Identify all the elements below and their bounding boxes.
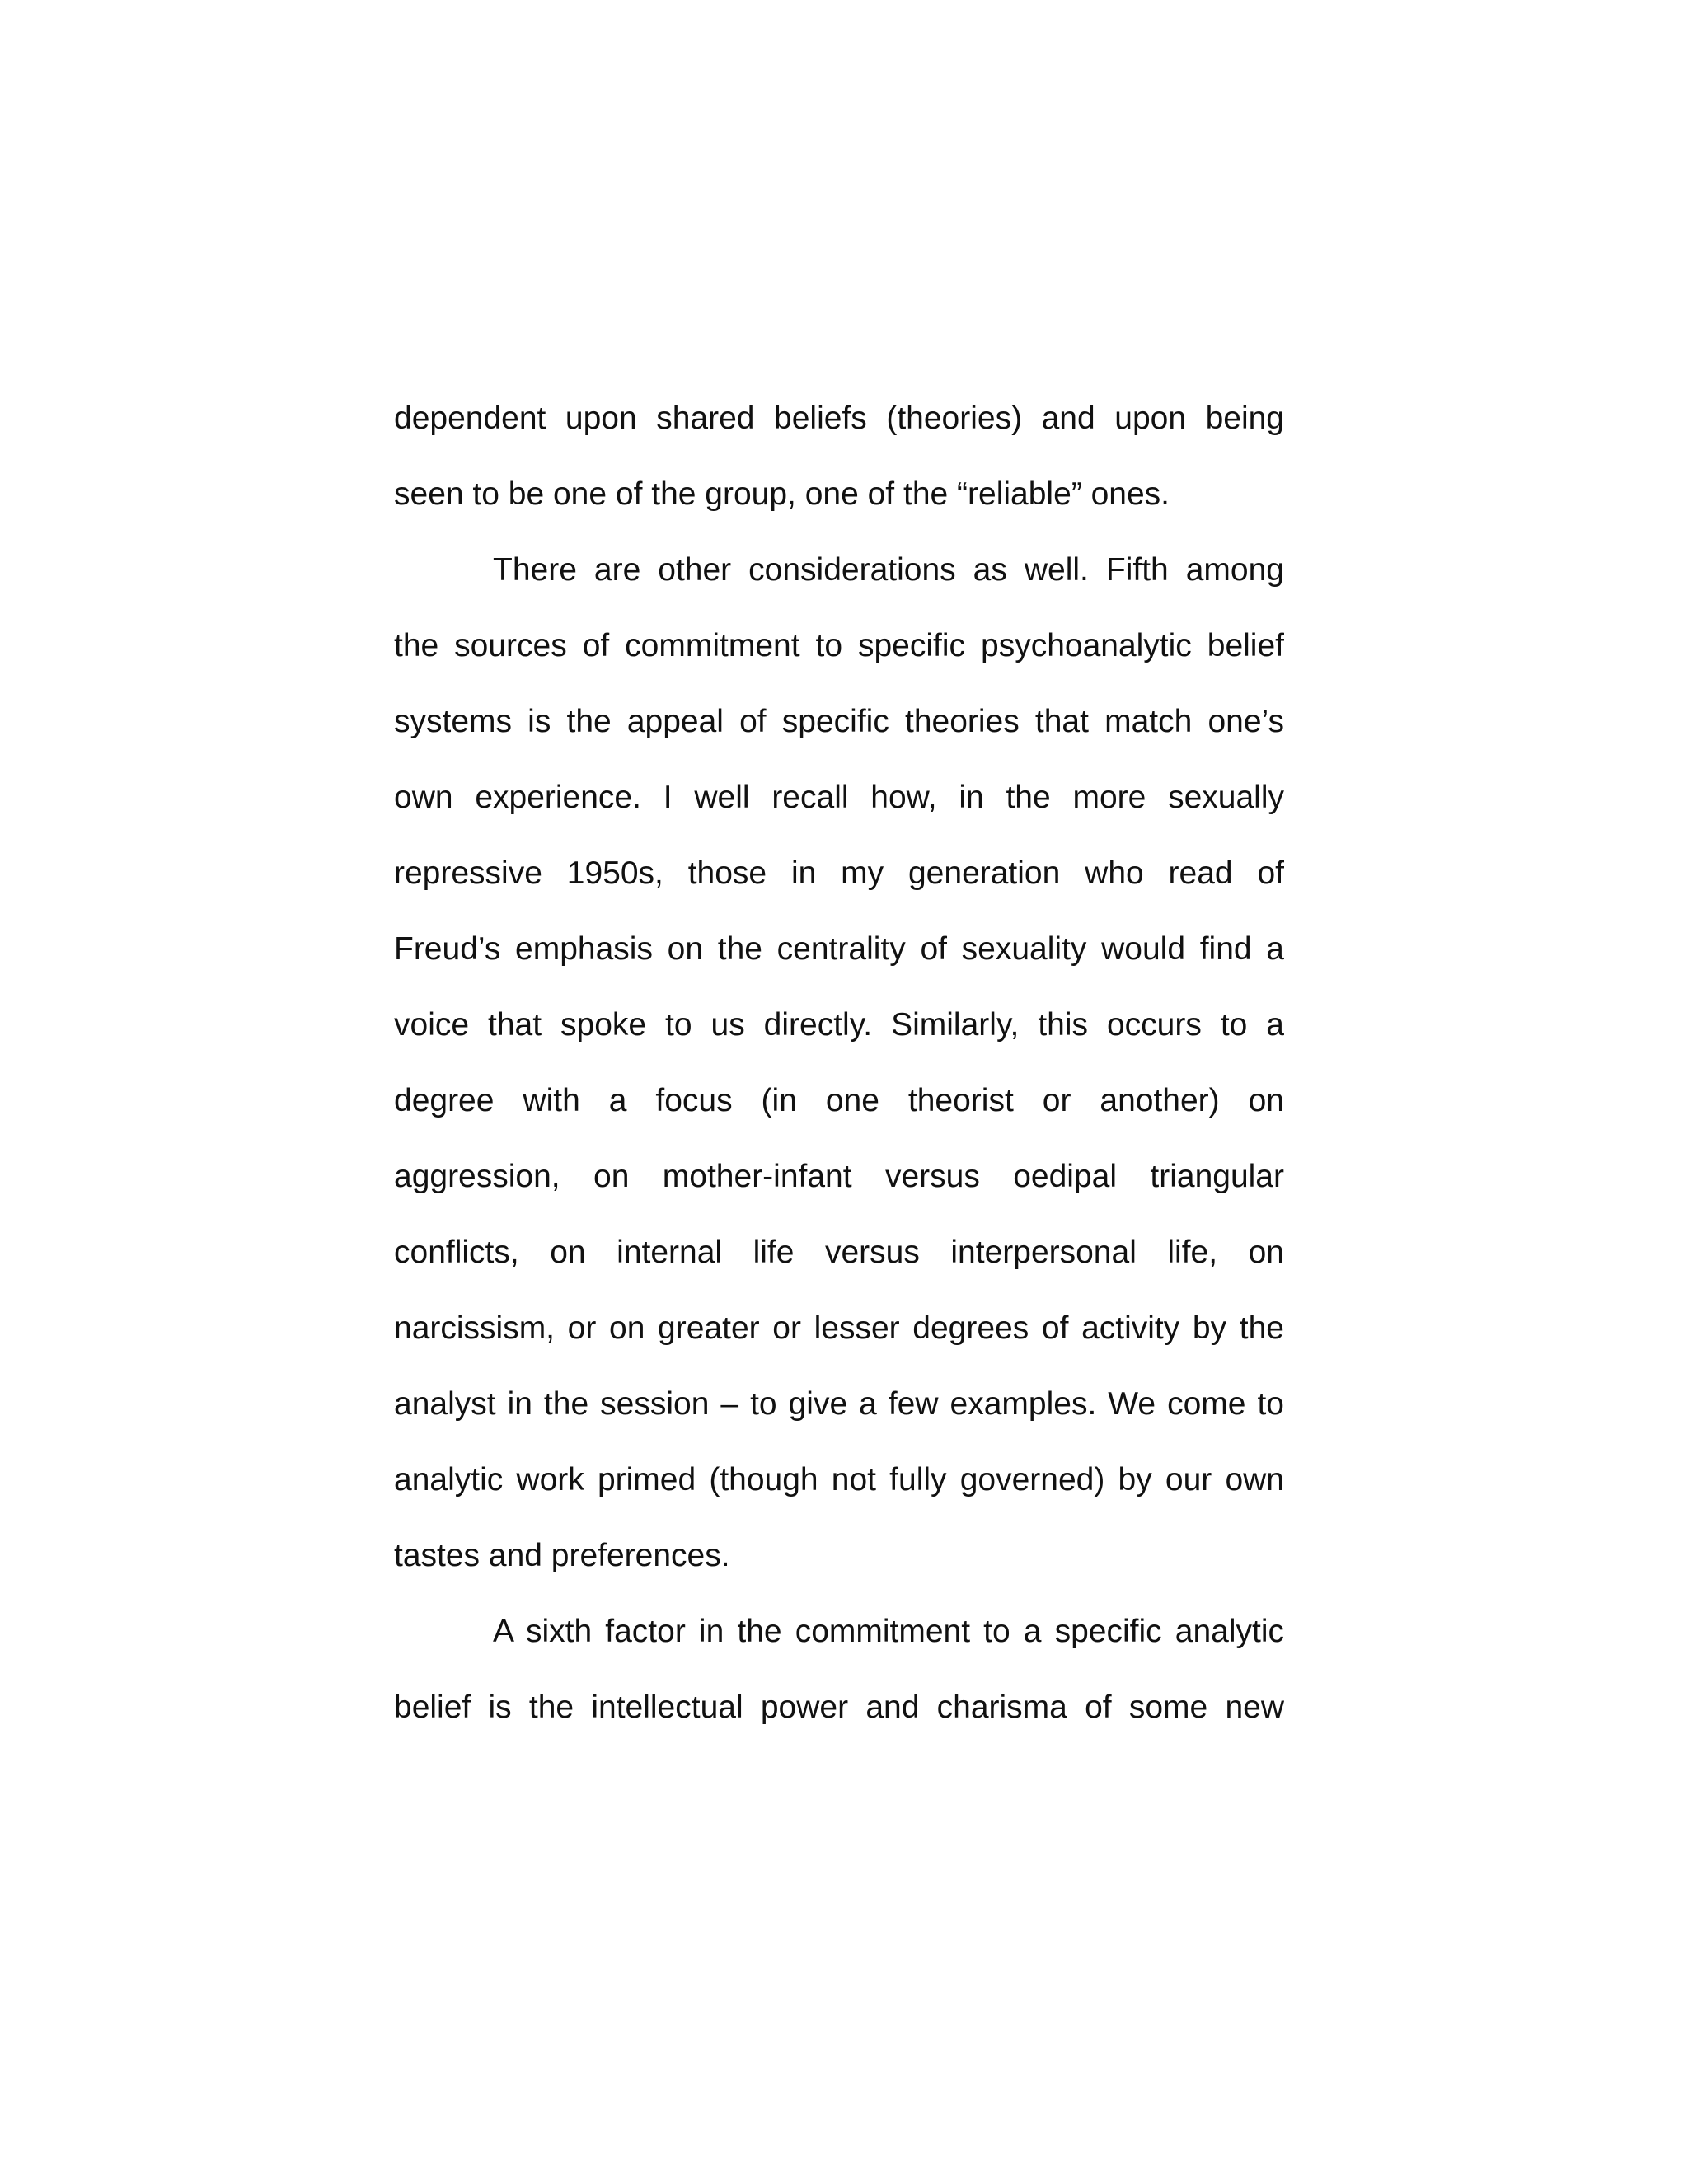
text-line: seen to be one of the group, one of the “reliable” ones. — [394, 476, 1170, 512]
text-line: voice that spoke to us directly. Similarly, this occurs to a — [394, 1007, 1284, 1043]
text-line: A sixth factor in the commitment to a specific analytic — [493, 1614, 1284, 1649]
body-text — [394, 381, 1284, 1746]
text-line: systems is the appeal of specific theories that match one’s — [394, 704, 1284, 739]
text-line: degree with a focus (in one theorist or another) on — [394, 1083, 1284, 1118]
text-line: Freud’s emphasis on the centrality of sexuality would find a — [394, 931, 1284, 967]
text-line: repressive 1950s, those in my generation who read of — [394, 855, 1284, 891]
text-line: narcissism, or on greater or lesser degrees of activity by the — [394, 1310, 1284, 1346]
text-line: dependent upon shared beliefs (theories) and upon being — [394, 401, 1284, 436]
text-line: There are other considerations as well. Fifth among — [493, 552, 1284, 588]
text-line: belief is the intellectual power and charisma of some new — [394, 1690, 1284, 1725]
text-line: analytic work primed (though not fully governed) by our own — [394, 1462, 1284, 1497]
text-line: conflicts, on internal life versus interpersonal life, on — [394, 1235, 1284, 1270]
text-line: own experience. I well recall how, in the more sexually — [394, 780, 1284, 815]
text-line: aggression, on mother-infant versus oedipal triangular — [394, 1159, 1284, 1194]
text-line: the sources of commitment to specific psychoanalytic belief — [394, 628, 1284, 663]
text-line: tastes and preferences. — [394, 1538, 730, 1573]
text-line: analyst in the session – to give a few examples. We come to — [394, 1386, 1284, 1422]
